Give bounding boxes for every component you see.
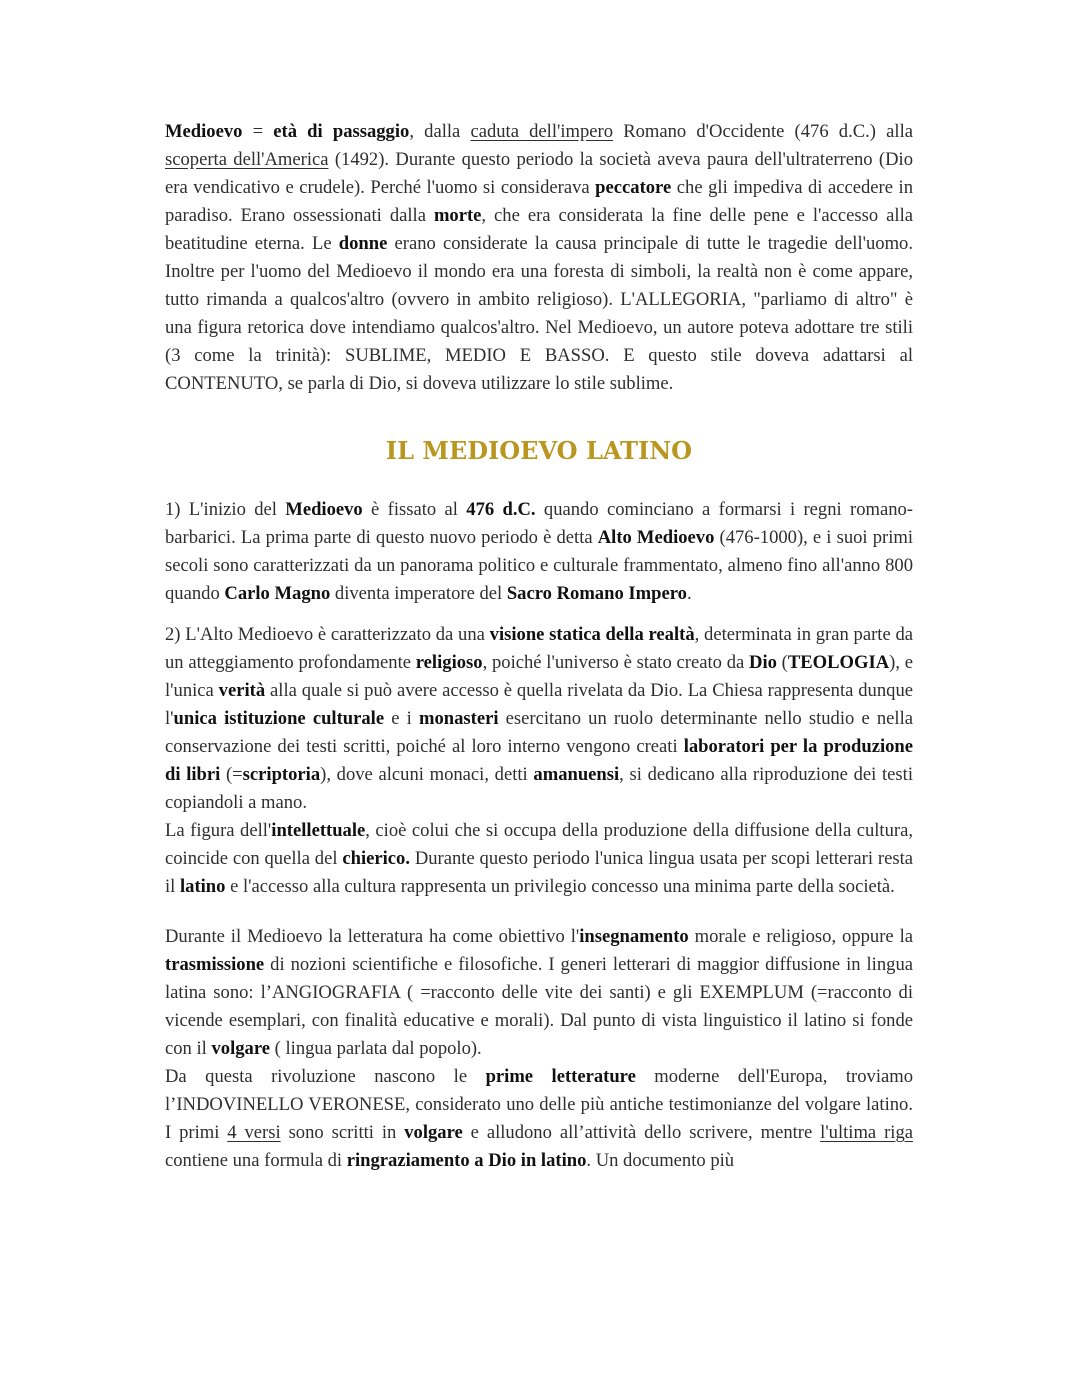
intro-paragraph: Medioevo = età di passaggio, dalla caduta dell'impero Romano d'Occidente (476 d.C.) alla scoperta dell'America (1492). Durante questo periodo la società aveva paura dell'ultraterreno (Dio era vendicativo e crudele). Perché l'uomo si considerava peccatore che gli impediva di accedere in paradiso. Erano ossessionati dalla morte, che era considerata la fine delle pene e l'accesso alla beatitudine eterna. Le donne erano considerate la causa principale di tutte le tragedie dell'uomo. Inoltre per l'uomo del Medioevo il mondo era una foresta di simboli, la realtà non è come appare, tutto rimanda a qualcos'altro (ovvero in ambito religioso). L'ALLEGORIA, "parliamo di altro" è una figura retorica dove intendiamo qualcos'altro. Nel Medioevo, un autore poteva adottare tre stili (3 come la trinità): SUBLIME, MEDIO E BASSO. E questo stile doveva adattarsi al CONTENUTO, se parla di Dio, si doveva utilizzare lo stile sublime. (165, 121, 913, 394)
paragraph-3: La figura dell'intellettuale, cioè colui che si occupa della produzione della diffusione della cultura, coincide con quella del chierico. Durante questo periodo l'unica lingua usata per scopi letterari resta il latino e l'accesso alla cultura rappresenta un privilegio concesso una minima parte della società. (165, 820, 913, 897)
document-page (165, 118, 913, 1175)
paragraph-4: Durante il Medioevo la letteratura ha come obiettivo l'insegnamento morale e religioso, oppure la trasmissione di nozioni scientifiche e filosofiche. I generi letterari di maggior diffusione in lingua latina sono: l’ANGIOGRAFIA ( =racconto delle vite dei santi) e gli EXEMPLUM (=racconto di vicende esemplari, con finalità educative e morali). Dal punto di vista linguistico il latino si fonde con il volgare ( lingua parlata dal popolo). (165, 926, 913, 1059)
paragraph-2: 2) L'Alto Medioevo è caratterizzato da una visione statica della realtà, determinata in gran parte da un atteggiamento profondamente religioso, poiché l'universo è stato creato da Dio (TEOLOGIA), e l'unica verità alla quale si può avere accesso è quella rivelata da Dio. La Chiesa rappresenta dunque l'unica istituzione culturale e i monasteri esercitano un ruolo determinante nello studio e nella conservazione dei testi scritti, poiché al loro interno vengono creati laboratori per la produzione di libri (=scriptoria), dove alcuni monaci, detti amanuensi, si dedicano alla riproduzione dei testi copiandoli a mano. (165, 624, 914, 813)
paragraph-5: Da questa rivoluzione nascono le prime letterature moderne dell'Europa, troviamo l’INDOVINELLO VERONESE, considerato uno delle più antiche testimonianze del volgare latino. I primi 4 versi sono scritti in volgare e alludono all’attività dello scrivere, mentre l'ultima riga contiene una formula di ringraziamento a Dio in latino. Un documento più (165, 1066, 914, 1171)
paragraph-1: 1) L'inizio del Medioevo è fissato al 476 d.C. quando cominciano a formarsi i regni romano-barbarici. La prima parte di questo nuovo periodo è detta Alto Medioevo (476-1000), e i suoi primi secoli sono caratterizzati da un panorama politico e culturale frammentato, almeno fino all'anno 800 quando Carlo Magno diventa imperatore del Sacro Romano Impero. (165, 499, 914, 604)
section-title: IL MEDIOEVO LATINO (385, 436, 693, 465)
